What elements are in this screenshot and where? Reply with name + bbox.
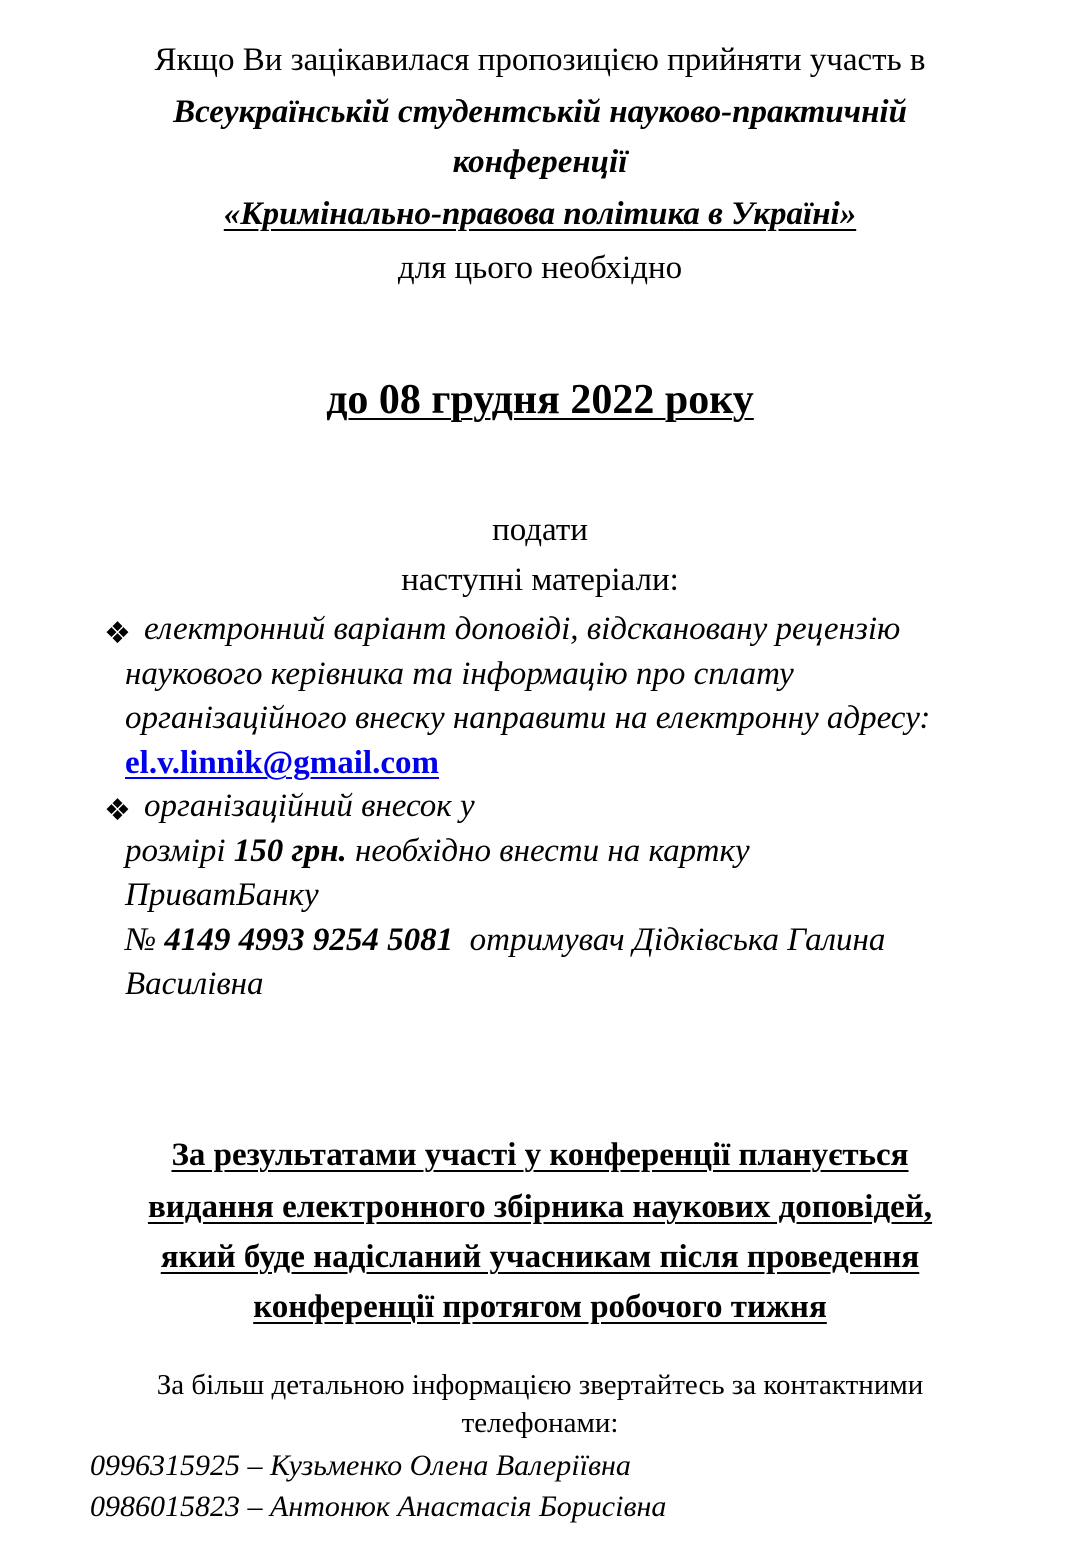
bullet2-line2-pre: розмірі (125, 833, 234, 869)
bullet1-email-line (125, 741, 439, 786)
conference-name (0, 188, 1080, 240)
bullet2-line4 (125, 918, 885, 963)
submit-line2: наступні матеріали: (401, 562, 679, 598)
results-line1 (0, 1130, 1080, 1181)
submit-line1: подати (492, 512, 588, 548)
recipient: отримувач Дідківська Галина (453, 922, 886, 958)
intro-line: Якщо Ви зацікавилася пропозицією прийняти участь в (154, 42, 926, 78)
deadline (0, 372, 1080, 428)
results-line4 (0, 1282, 1080, 1333)
phone-contact-2[interactable]: 0986015823 – Антонюк Анастасія Борисівна (90, 1490, 667, 1523)
deadline-text: до 08 грудня 2022 року (326, 377, 754, 423)
results-line3 (0, 1232, 1080, 1283)
conference-title-line1: Всеукраїнській студентській науково-практичній (173, 94, 907, 130)
bullet1-line2: наукового керівника та інформацію про сплату (125, 656, 794, 692)
bullet2-line5: Василівна (125, 966, 264, 1002)
bullet1-line3: організаційного внеску направити на електронну адресу: (125, 700, 931, 736)
contacts-intro-line1: За більш детальною інформацією звертайтесь за контактними (156, 1369, 924, 1401)
card-number: 4149 4993 9254 5081 (164, 922, 454, 958)
card-prefix: № (125, 922, 165, 958)
bullet1-line1: електронний варіант доповіді, відскановану рецензію (144, 611, 901, 647)
contacts-intro-line2: телефонами: (461, 1407, 619, 1439)
results-text-1: За результатами участі у конференції планується (171, 1137, 909, 1173)
fee-amount: 150 грн. (233, 833, 347, 869)
diamond-bullet-icon: ❖ (104, 616, 131, 651)
bullet2-line3: ПриватБанку (125, 877, 319, 913)
results-text-4: конференції протягом робочого тижня (253, 1289, 827, 1325)
results-text-2: видання електронного збірника наукових доповідей, (147, 1189, 933, 1225)
results-text-3: який буде надісланий учасникам після проведення (160, 1239, 920, 1275)
conference-name-text: «Кримінально-правова політика в Україні» (223, 196, 857, 232)
bullet2-line1: організаційний внесок у (144, 788, 475, 824)
bullet2-line2-post: необхідно внести на картку (346, 833, 750, 869)
diamond-bullet-icon: ❖ (104, 793, 131, 828)
email-link[interactable]: el.v.linnik@gmail.com (125, 745, 439, 781)
intro-line-after: для цього необхідно (397, 250, 683, 286)
bullet2-line2 (125, 829, 750, 874)
conference-title-line2: конференції (452, 144, 628, 180)
results-line2 (0, 1182, 1080, 1233)
phone-contact-1[interactable]: 0996315925 – Кузьменко Олена Валеріївна (90, 1449, 631, 1482)
